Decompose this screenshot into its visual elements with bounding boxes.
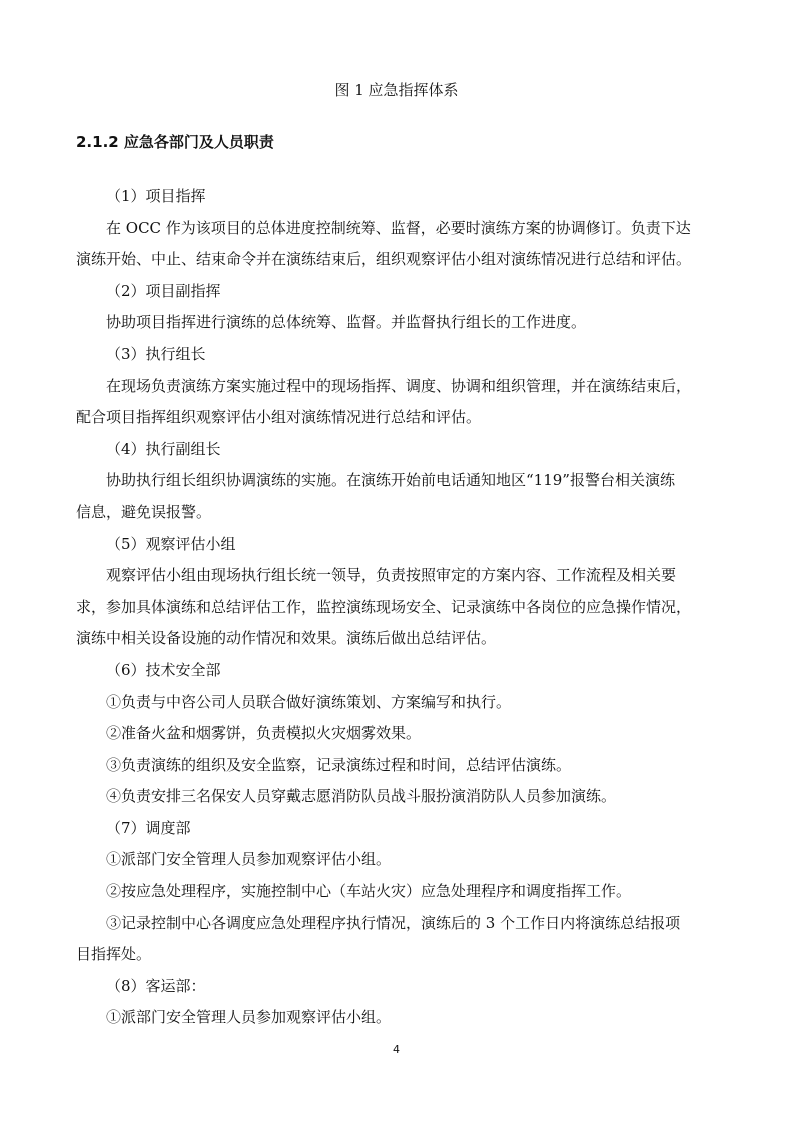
list-item: ④负责安排三名保安人员穿戴志愿消防队员战斗服扮演消防队人员参加演练。: [106, 787, 617, 806]
list-item: ③负责演练的组织及安全监察，记录演练过程和时间，总结评估演练。: [106, 755, 572, 774]
paragraph-line: 协助执行组长组织协调演练的实施。在演练开始前电话通知地区“119”报警台相关演练: [106, 471, 675, 490]
paragraph-line: 求，参加具体演练和总结评估工作，监控演练现场安全、记录演练中各岗位的应急操作情况，: [76, 597, 692, 616]
paragraph-line: 协助项目指挥进行演练的总体统筹、监督。并监督执行组长的工作进度。: [106, 313, 587, 332]
paragraph-line: 演练中相关设备设施的动作情况和效果。演练后做出总结评估。: [76, 629, 497, 648]
paragraph-line: 信息，避免误报警。: [76, 502, 212, 521]
subsection-title: （2）项目副指挥: [106, 281, 221, 300]
paragraph-line: 观察评估小组由现场执行组长统一领导，负责按照审定的方案内容、工作流程及相关要: [106, 566, 677, 585]
subsection-title: （7）调度部: [106, 818, 191, 837]
list-item: ①负责与中咨公司人员联合做好演练策划、方案编写和执行。: [106, 692, 512, 711]
paragraph-line: 配合项目指挥组织观察评估小组对演练情况进行总结和评估。: [76, 408, 482, 427]
section-heading: 2.1.2 应急各部门及人员职责: [76, 133, 274, 151]
list-item: ②按应急处理程序，实施控制中心（车站火灾）应急处理程序和调度指挥工作。: [106, 882, 632, 901]
list-item: ③记录控制中心各调度应急处理程序执行情况，演练后的 3 个工作日内将演练总结报项: [106, 913, 681, 932]
subsection-title: （8）客运部：: [106, 976, 206, 995]
subsection-title: （6）技术安全部: [106, 660, 221, 679]
subsection-title: （3）执行组长: [106, 344, 206, 363]
paragraph-line: 目指挥处。: [76, 945, 152, 964]
figure-caption: 图 1 应急指挥体系: [334, 81, 459, 99]
paragraph-line: 演练开始、中止、结束命令并在演练结束后，组织观察评估小组对演练情况进行总结和评估。: [76, 250, 692, 269]
list-item: ①派部门安全管理人员参加观察评估小组。: [106, 850, 392, 869]
subsection-title: （4）执行副组长: [106, 439, 221, 458]
paragraph-line: 在 OCC 作为该项目的总体进度控制统筹、监督，必要时演练方案的协调修订。负责下达: [106, 218, 691, 237]
list-item: ①派部门安全管理人员参加观察评估小组。: [106, 1008, 392, 1027]
subsection-title: （5）观察评估小组: [106, 534, 236, 553]
body-text: [76, 181, 718, 1034]
subsection-title: （1）项目指挥: [106, 187, 206, 205]
paragraph-line: 在现场负责演练方案实施过程中的现场指挥、调度、协调和组织管理，并在演练结束后，: [106, 376, 692, 395]
list-item: ②准备火盆和烟雾饼，负责模拟火灾烟雾效果。: [106, 724, 422, 743]
page-number: 4: [393, 1043, 400, 1056]
